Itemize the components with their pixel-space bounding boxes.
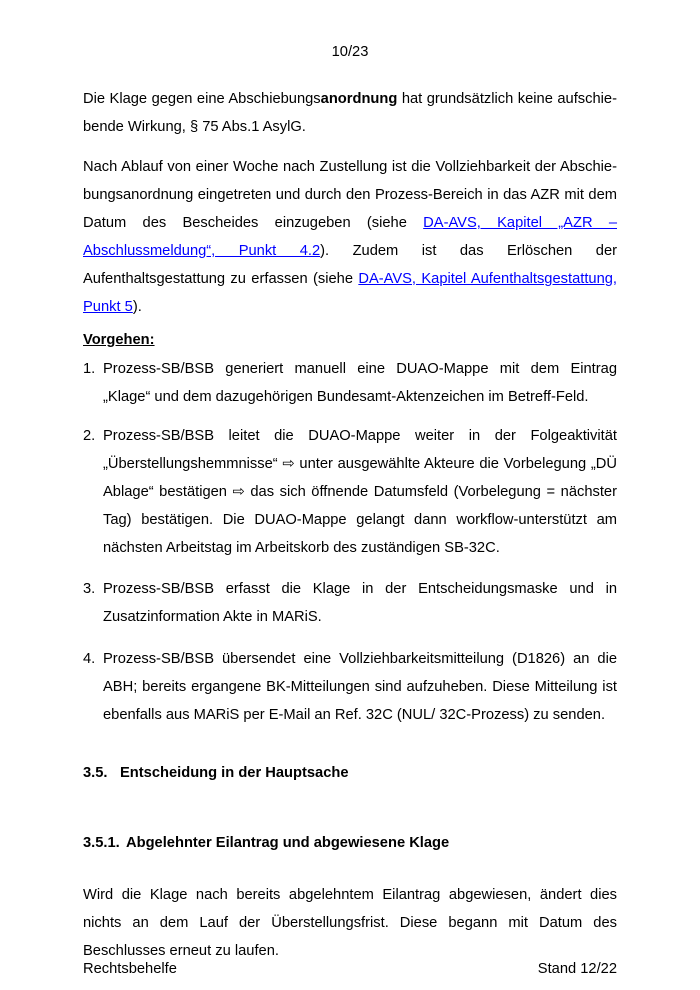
list-item-number: 3. <box>83 581 96 597</box>
vorgehen-heading: Vorgehen: <box>83 332 155 348</box>
list-item-text: Prozess-SB/BSB erfasst die Klage in der Entscheidungsmaske und in Zusatzinformation Akte in MARiS. <box>103 581 617 625</box>
section-heading-3-5-1 <box>83 829 617 857</box>
link-da-avs-aufenthaltsgestattung[interactable]: DA-AVS, Kapitel Aufenthaltsgestattung, Punkt 5 <box>83 271 617 315</box>
list-item-number: 1. <box>83 361 96 377</box>
list-item-1 <box>83 355 617 411</box>
paragraph-text: Nach Ablauf von einer Woche nach Zustellung ist die Vollziehbarkeit der Abschiebungsanordnung eingetreten und durch den Prozess-Bereich in das AZR mit dem Datum des Bescheides einzugeben (siehe <box>83 159 617 231</box>
paragraph-text: Die Klage gegen eine Abschiebungs <box>83 91 321 107</box>
paragraph-klage-abgewiesen: Wird die Klage nach bereits abgelehntem Eilantrag abgewiesen, ändert dies nichts an dem Lauf der Überstellungsfrist. Diese begann mit Datum des Beschlusses erneut zu laufen. <box>83 887 617 959</box>
bold-anordnung: anordnung <box>320 91 398 107</box>
footer-doc-title: Rechtsbehelfe <box>83 961 177 977</box>
paragraph-klage-anordnung <box>83 85 617 141</box>
link-da-avs-abschlussmeldung[interactable]: DA-AVS, Kapitel „AZR – Abschlussmeldung“, Punkt 4.2 <box>83 215 617 259</box>
list-item-text: Prozess-SB/BSB leitet die DUAO-Mappe weiter in der Folgeaktivität „Überstellungshemmnisse“ ⇨ unter ausgewählte Akteure die Vorbelegung „DÜ Ablage“ bestätigen ⇨ das sich öffnende Datumsfeld (Vorbelegung = nächster Tag) bestätigen. Die DUAO-Mappe gelangt dann workflow-unterstützt am nächsten Arbeitstag im Arbeitskorb des zuständigen SB-32C. <box>103 428 617 556</box>
list-item-4 <box>83 645 617 729</box>
paragraph-text: hat grundsätzlich keine aufschiebende Wirkung, § 75 Abs.1 AsylG. <box>83 91 617 135</box>
section-title: Abgelehnter Eilantrag und abgewiesene Klage <box>126 835 450 851</box>
paragraph-text: ). <box>132 299 142 315</box>
footer-stand: Stand 12/22 <box>537 961 617 977</box>
list-item-number: 4. <box>83 651 96 667</box>
list-item-text: Prozess-SB/BSB generiert manuell eine DUAO-Mappe mit dem Eintrag „Klage“ und dem dazugehörigen Bundesamt-Aktenzeichen im Betreff-Feld. <box>103 361 617 405</box>
section-number: 3.5. <box>83 765 108 781</box>
list-item-text: Prozess-SB/BSB übersendet eine Vollziehbarkeitsmitteilung (D1826) an die ABH; bereits ergangene BK-Mitteilungen sind aufzuheben. Diese Mitteilung ist ebenfalls aus MARiS per E-Mail an Ref. 32C (NUL/ 32C-Prozess) zu senden. <box>103 651 617 723</box>
paragraph-text: ). Zudem ist das Erlöschen der Aufenthaltsgestattung zu erfassen (siehe <box>83 243 617 287</box>
section-number: 3.5.1. <box>83 835 120 851</box>
paragraph-vollziehbarkeit <box>83 153 617 321</box>
section-title: Entscheidung in der Hauptsache <box>120 765 349 781</box>
list-item-number: 2. <box>83 428 96 444</box>
page-footer <box>83 955 617 983</box>
section-heading-3-5 <box>83 759 617 787</box>
list-item-2 <box>83 422 617 562</box>
page-number: 10/23 <box>331 44 369 60</box>
list-item-3 <box>83 575 617 631</box>
